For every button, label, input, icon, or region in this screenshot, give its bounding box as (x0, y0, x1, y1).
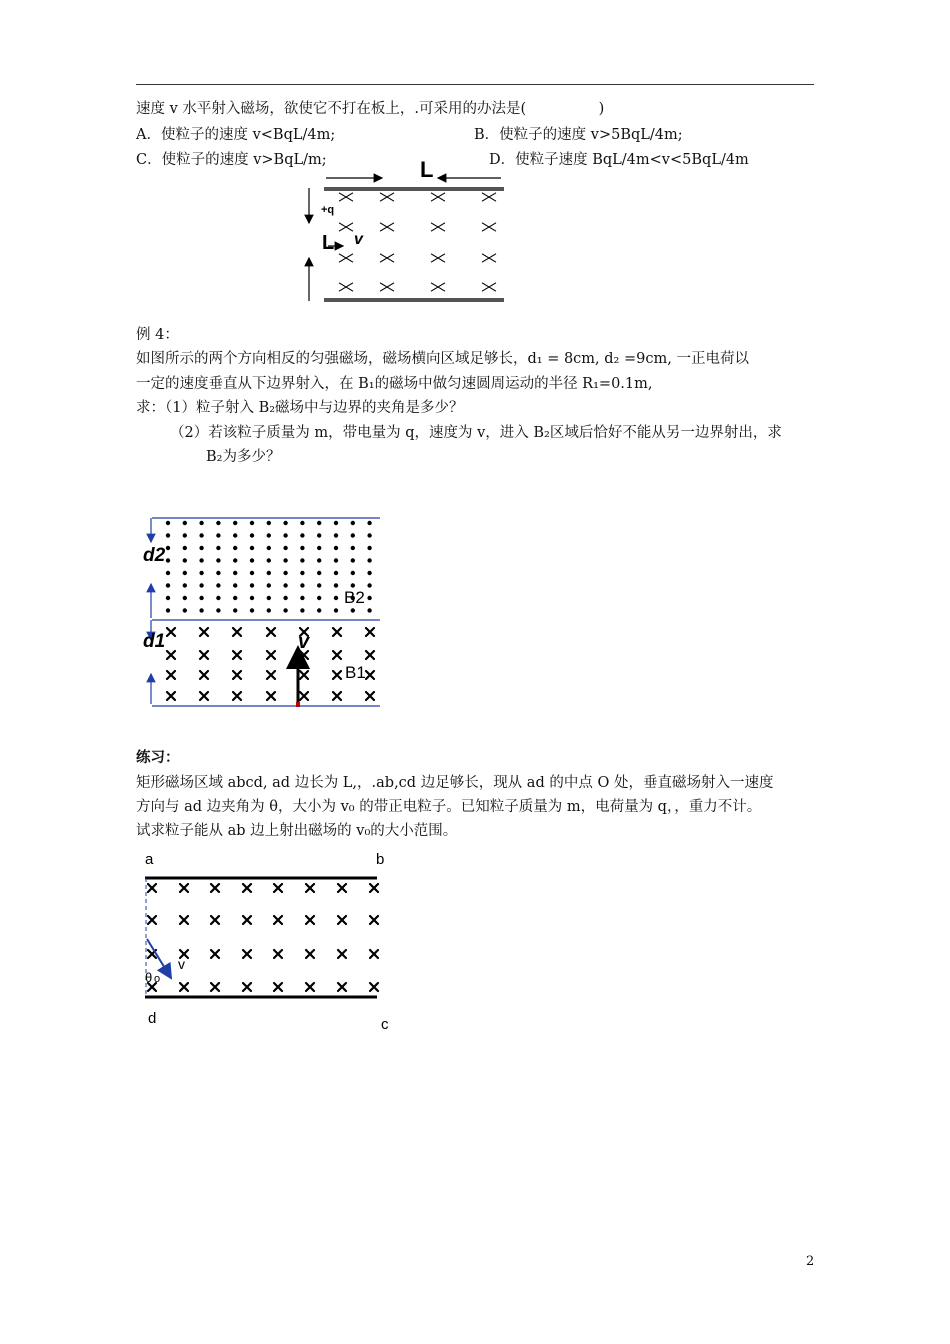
field-dot (199, 596, 203, 600)
field-dot (283, 533, 287, 537)
field-dot (317, 533, 321, 537)
field-dot (183, 521, 187, 525)
option-c: C．使粒子的速度 v>BqL/m; (136, 152, 327, 168)
field-dot (250, 521, 254, 525)
field-dot (334, 596, 338, 600)
field-dot (166, 583, 170, 587)
label-B1: B1 (345, 663, 366, 682)
corner-d: d (148, 1010, 157, 1027)
field-dot (367, 546, 371, 550)
field-dot (317, 596, 321, 600)
field-dot (367, 533, 371, 537)
field-dot (317, 608, 321, 612)
field-dot (250, 583, 254, 587)
field-dot (267, 571, 271, 575)
field-dot (334, 533, 338, 537)
figure-plates-field (296, 155, 516, 310)
field-dot (351, 558, 355, 562)
figure-two-fields (138, 510, 388, 715)
question-stem: 速度 v 水平射入磁场，欲使它不打在板上，.可采用的办法是( ) (136, 101, 605, 117)
field-dot (267, 546, 271, 550)
field-dot (317, 521, 321, 525)
practice-line1: 矩形磁场区域 abcd, ad 边长为 L,，.ab,cd 边足够长，现从 ad 的中点 O 处，垂直磁场射入一速度 (136, 775, 774, 791)
field-dot (283, 571, 287, 575)
field-dot (250, 571, 254, 575)
field-dot (283, 521, 287, 525)
field-dot (183, 596, 187, 600)
field-dot (216, 596, 220, 600)
field-dot (351, 546, 355, 550)
field-dot (283, 608, 287, 612)
header-rule (136, 84, 814, 85)
field-dot (334, 546, 338, 550)
field-dot (267, 596, 271, 600)
label-L-side: L (322, 232, 335, 254)
field-dot (233, 596, 237, 600)
field-dot (166, 558, 170, 562)
field-dot (351, 571, 355, 575)
field-dot (300, 533, 304, 537)
option-d: D．使粒子速度 BqL/4m<v<5BqL/4m (489, 152, 749, 168)
field-dot (317, 583, 321, 587)
field-dot (334, 583, 338, 587)
practice-heading: 练习： (136, 749, 180, 766)
field-dot (233, 571, 237, 575)
field-dot (166, 608, 170, 612)
field-dot (199, 608, 203, 612)
field-dot (233, 583, 237, 587)
example4-line2: 一定的速度垂直从下边界射入，在 B₁的磁场中做匀速圆周运动的半径 R₁=0.1m, (136, 376, 653, 392)
field-dot (199, 533, 203, 537)
field-dot (267, 521, 271, 525)
field-dot (233, 608, 237, 612)
field-dot (300, 571, 304, 575)
field-dot (283, 558, 287, 562)
field-dot (166, 596, 170, 600)
field-dot (351, 533, 355, 537)
field-dot (183, 571, 187, 575)
field-dot (216, 571, 220, 575)
field-dot (216, 583, 220, 587)
field-dot (300, 521, 304, 525)
field-dot (334, 558, 338, 562)
field-crosses (148, 884, 378, 991)
field-dot (199, 558, 203, 562)
field-dot (166, 571, 170, 575)
field-dot (250, 533, 254, 537)
field-dot (233, 521, 237, 525)
field-dot (300, 583, 304, 587)
example4-heading: 例 4： (136, 327, 179, 343)
field-b1-crosses (167, 628, 374, 700)
field-dot (233, 558, 237, 562)
field-dot (367, 558, 371, 562)
field-dot (317, 571, 321, 575)
example4-line3: 求：（1）粒子射入 B₂磁场中与边界的夹角是多少？ (136, 400, 464, 416)
label-o: o (154, 973, 161, 985)
field-dot (250, 596, 254, 600)
field-dot (367, 521, 371, 525)
practice-line2: 方向与 ad 边夹角为 θ，大小为 v₀ 的带正电粒子。已知粒子质量为 m，电荷量为 q，，重力不计。 (136, 799, 762, 815)
field-dot (317, 558, 321, 562)
label-d1: d1 (143, 631, 166, 652)
field-dot (233, 546, 237, 550)
field-dot (300, 608, 304, 612)
field-dot (250, 558, 254, 562)
field-dot (216, 558, 220, 562)
field-dot (233, 533, 237, 537)
field-dot (183, 558, 187, 562)
label-theta: θ (145, 970, 153, 985)
field-dot (267, 558, 271, 562)
field-dot (351, 608, 355, 612)
field-dot (334, 608, 338, 612)
field-dot (250, 608, 254, 612)
label-v: v (354, 231, 363, 248)
field-dot (367, 583, 371, 587)
page-number: 2 (806, 1254, 815, 1269)
field-dot (283, 596, 287, 600)
option-a: A．使粒子的速度 v<BqL/4m; (136, 127, 336, 143)
field-dot (216, 608, 220, 612)
field-dot (216, 546, 220, 550)
figure-rect-field (138, 845, 398, 1040)
field-dot (300, 558, 304, 562)
field-dot (183, 546, 187, 550)
example4-line1: 如图所示的两个方向相反的匀强磁场，磁场横向区域足够长，d₁ = 8cm, d₂ =9cm, 一正电荷以 (136, 351, 749, 367)
field-dot (267, 583, 271, 587)
option-b: B．使粒子的速度 v>5BqL/4m; (474, 127, 683, 143)
corner-a: a (145, 851, 154, 868)
field-dot (267, 608, 271, 612)
field-dot (166, 546, 170, 550)
field-dot (367, 571, 371, 575)
field-dot (216, 521, 220, 525)
top-plate (324, 187, 504, 191)
label-d2: d2 (143, 545, 166, 566)
field-dot (367, 596, 371, 600)
field-dot (183, 533, 187, 537)
field-dot (216, 533, 220, 537)
field-dot (367, 608, 371, 612)
label-v: v (298, 631, 310, 653)
label-v: v (178, 956, 185, 972)
field-dot (283, 583, 287, 587)
corner-c: c (381, 1016, 389, 1033)
field-dot (183, 583, 187, 587)
label-charge: +q (321, 204, 335, 216)
bottom-plate (324, 298, 504, 302)
field-dot (199, 546, 203, 550)
example4-line5: B₂为多少？ (206, 449, 281, 465)
field-dot (351, 521, 355, 525)
field-dot (283, 546, 287, 550)
field-dot (199, 583, 203, 587)
field-dot (199, 571, 203, 575)
example4-line4: （2）若该粒子质量为 m，带电量为 q，速度为 v，进入 B₂区域后恰好不能从另一边界射出，求 (170, 425, 782, 441)
label-B2: B2 (344, 588, 365, 607)
field-dot (183, 608, 187, 612)
field-b2-dots (166, 521, 372, 613)
field-dot (300, 546, 304, 550)
field-dot (250, 546, 254, 550)
label-L-top: L (420, 157, 434, 182)
field-dot (166, 521, 170, 525)
field-dot (334, 521, 338, 525)
field-dot (300, 596, 304, 600)
entry-point (296, 702, 300, 707)
corner-b: b (376, 851, 385, 868)
field-dot (317, 546, 321, 550)
field-dot (334, 571, 338, 575)
field-dot (166, 533, 170, 537)
field-dot (267, 533, 271, 537)
field-dot (199, 521, 203, 525)
practice-line3: 试求粒子能从 ab 边上射出磁场的 v₀的大小范围。 (136, 823, 458, 839)
